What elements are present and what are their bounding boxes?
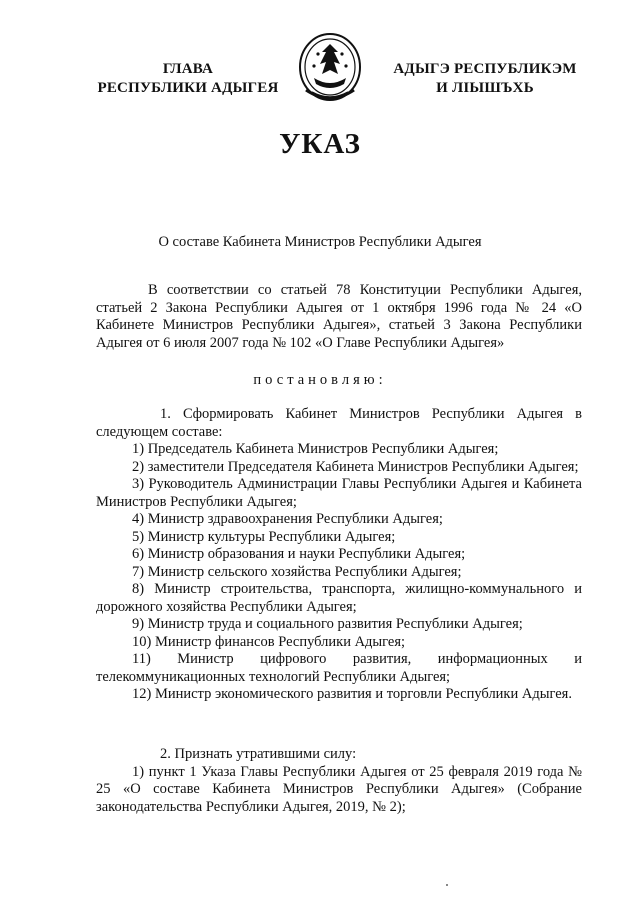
header-right-line1: АДЫГЭ РЕСПУБЛИКЭМ xyxy=(393,61,577,77)
preamble-paragraph: В соответствии со статьей 78 Конституции Республики Адыгея, статьей 2 Закона Республики Адыгея от 1 октября 1996 года № 24 «О Кабинете Министров Республики Адыгея», статьей 3 Закона Республики Адыгея от 6 июля 2007 года № 102 «О Главе Республики Адыгея» xyxy=(96,282,582,351)
header-right xyxy=(380,60,590,98)
section-1-item-11: 11) Министр цифрового развития, информационных и телекоммуникационных технологий Республики Адыгея; xyxy=(96,651,582,685)
header-left xyxy=(88,60,288,98)
section-1-item-4: 4) Министр здравоохранения Республики Адыгея; xyxy=(132,511,443,527)
coat-of-arms-icon xyxy=(292,30,368,108)
section-2-intro: 2. Признать утратившими силу: xyxy=(160,746,357,762)
section-1-item-10: 10) Министр финансов Республики Адыгея; xyxy=(132,633,406,650)
scan-dot xyxy=(446,884,448,886)
decree-word: постановляю: xyxy=(253,372,387,388)
section-2-item-1: 1) пункт 1 Указа Главы Республики Адыгея от 25 февраля 2019 года № 25 «О составе Кабинета Министров Республики Адыгея» (Собрание законодательства Республики Адыгея, 2019, № 2); xyxy=(96,763,582,815)
section-1-item-2: 2) заместители Председателя Кабинета Министров Республики Адыгея; xyxy=(132,458,579,475)
section-1-item-12: 12) Министр экономического развития и торговли Республики Адыгея. xyxy=(132,686,572,702)
header-left-line2: РЕСПУБЛИКИ АДЫГЕЯ xyxy=(97,80,279,96)
header-left-line1: ГЛАВА xyxy=(162,61,214,77)
section-1-item-9: 9) Министр труда и социального развития Республики Адыгея; xyxy=(132,616,523,632)
section-2 xyxy=(96,746,582,816)
section-1-item-7: 7) Министр сельского хозяйства Республики Адыгея; xyxy=(132,563,462,580)
document-title: УКАЗ xyxy=(279,128,361,160)
section-1-item-3: 3) Руководитель Администрации Главы Республики Адыгея и Кабинета Министров Республики Адыгея; xyxy=(96,476,582,510)
section-1-item-5: 5) Министр культуры Республики Адыгея; xyxy=(132,528,396,545)
section-1-item-6: 6) Министр образования и науки Республики Адыгея; xyxy=(132,546,466,562)
section-1-intro: 1. Сформировать Кабинет Министров Республики Адыгея в следующем составе: xyxy=(96,406,582,440)
section-1 xyxy=(96,406,582,704)
document-subject: О составе Кабинета Министров Республики Адыгея xyxy=(158,234,482,250)
section-1-item-1: 1) Председатель Кабинета Министров Республики Адыгея; xyxy=(132,441,499,457)
header-right-line2: И ЛІЫШЪХЬ xyxy=(436,80,534,96)
section-1-item-8: 8) Министр строительства, транспорта, жилищно-коммунального и дорожного хозяйства Республики Адыгея; xyxy=(96,581,582,615)
